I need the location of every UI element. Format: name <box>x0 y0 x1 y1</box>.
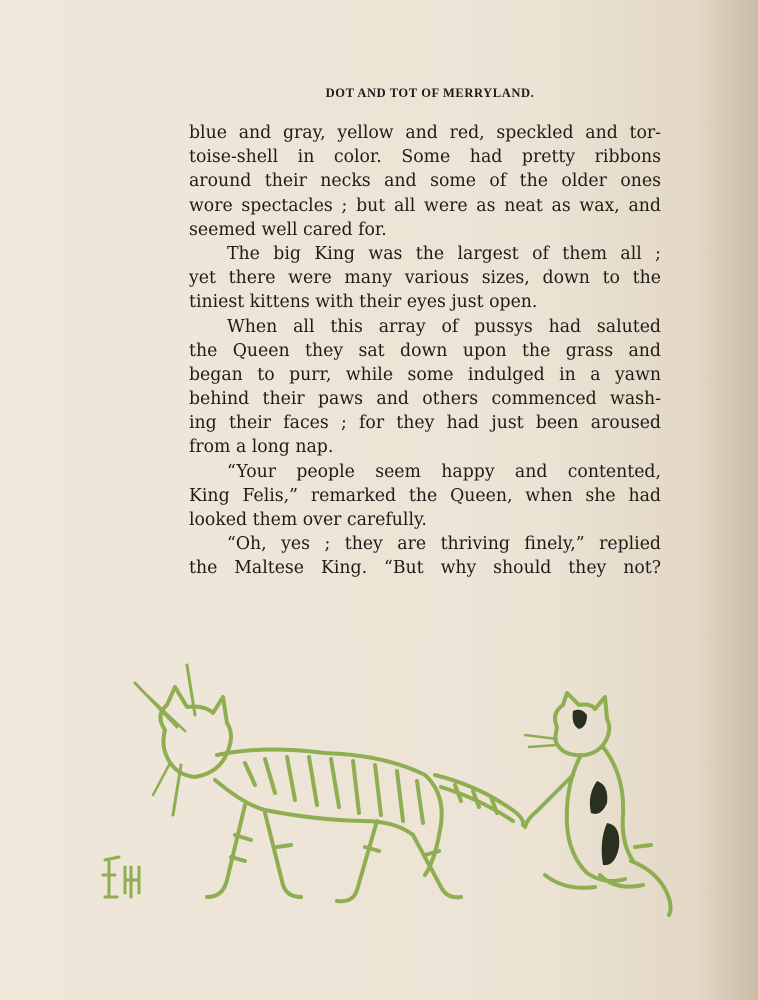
text-line: behind their paws and others commenced wash- <box>189 389 661 410</box>
text-line: the Queen they sat down upon the grass and <box>189 340 661 361</box>
text-line: seemed well cared for. <box>189 219 387 240</box>
artist-monogram <box>103 857 139 897</box>
tabby-cat-drawing <box>135 665 523 901</box>
text-line: yet there were many various sizes, down to the <box>189 268 661 289</box>
text-line: toise-shell in color. Some had pretty ribbons <box>189 147 661 168</box>
text-line: ing their faces ; for they had just been aroused <box>189 413 661 434</box>
text-line: tiniest kittens with their eyes just open. <box>189 292 538 313</box>
running-header: DOT AND TOT OF MERRYLAND. <box>325 86 535 100</box>
cats-illustration <box>95 635 695 935</box>
body-text <box>189 121 661 581</box>
text-line: the Maltese King. “But why should they not? <box>189 558 661 579</box>
text-line: “Oh, yes ; they are thriving finely,” replied <box>227 534 661 555</box>
calico-patches <box>573 710 620 866</box>
text-line: wore spectacles ; but all were as neat as wax, and <box>189 195 661 216</box>
text-line: The big King was the largest of them all ; <box>227 243 661 264</box>
text-line: When all this array of pussys had saluted <box>227 316 661 337</box>
text-line: “Your people seem happy and contented, <box>227 461 661 482</box>
text-line: blue and gray, yellow and red, speckled and tor- <box>189 123 661 143</box>
text-line: King Felis,” remarked the Queen, when she had <box>189 485 661 506</box>
text-line: began to purr, while some indulged in a yawn <box>189 364 661 385</box>
text-line: looked them over carefully. <box>189 510 427 530</box>
text-line: from a long nap. <box>189 437 334 458</box>
text-line: around their necks and some of the older ones <box>189 171 661 192</box>
